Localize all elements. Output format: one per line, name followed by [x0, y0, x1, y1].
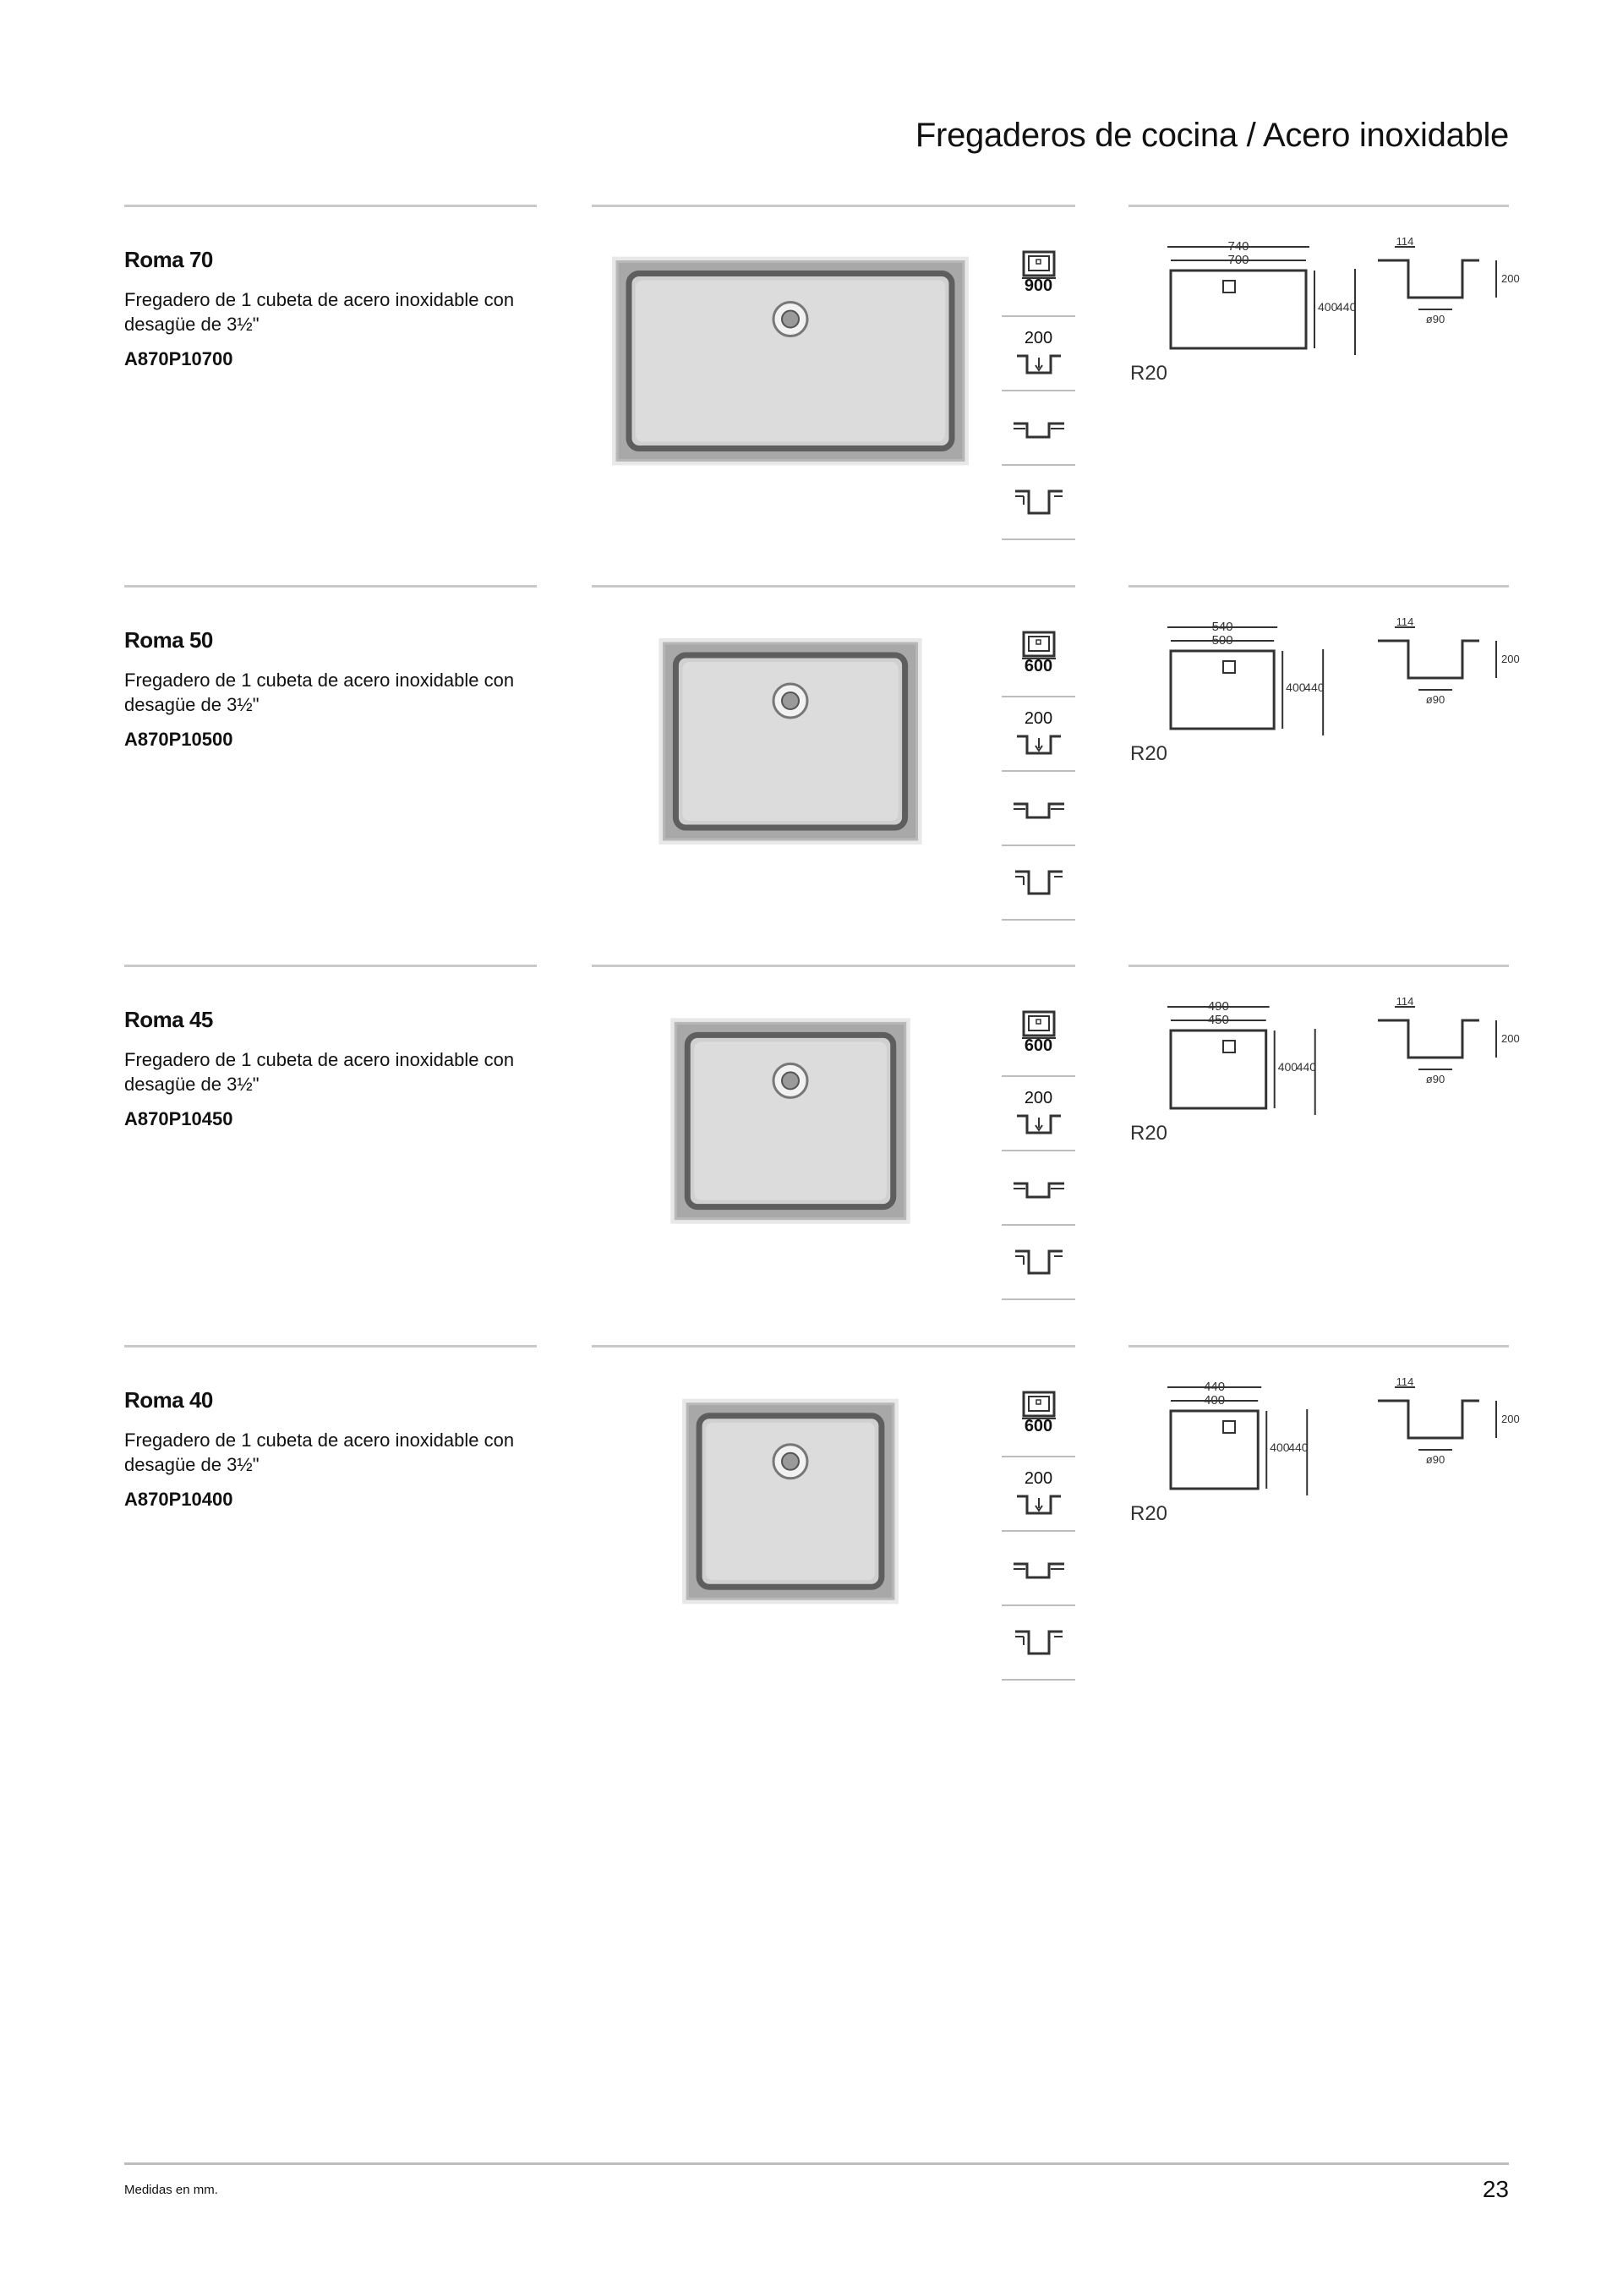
bowl-depth-icon	[1002, 1457, 1075, 1532]
undermount-icon	[1002, 1532, 1075, 1606]
side-offset-label: 114	[1396, 235, 1414, 248]
bowl-depth-icon	[1002, 317, 1075, 391]
outer-width-label: 490	[1207, 999, 1229, 1014]
flush-mount-icon	[1002, 1606, 1075, 1681]
sink-photo	[592, 981, 981, 1269]
cabinet-width-icon	[1002, 1383, 1075, 1457]
radius-label: R20	[1130, 362, 1168, 385]
inner-width-label: 450	[1207, 1013, 1229, 1027]
plan-outline	[1171, 1411, 1258, 1489]
product-name: Roma 40	[124, 1387, 213, 1413]
plan-outline	[1171, 271, 1306, 348]
inner-width-label: 500	[1211, 633, 1233, 648]
inner-depth-label: 400	[1270, 1440, 1290, 1454]
product-row	[0, 205, 1623, 585]
section-outline	[1378, 1401, 1479, 1438]
outer-width-label: 440	[1204, 1380, 1226, 1394]
drain-diameter-label: ø90	[1425, 1073, 1445, 1085]
page-number: 23	[1482, 2176, 1509, 2202]
divider	[592, 1345, 1075, 1348]
outer-width-label: 740	[1227, 239, 1249, 254]
drain-inner	[782, 1453, 799, 1470]
product-row	[0, 965, 1623, 1345]
undermount-icon	[1002, 1151, 1075, 1226]
install-icons	[1002, 623, 1075, 927]
sink-photo	[592, 602, 981, 889]
product-name: Roma 45	[124, 1007, 213, 1032]
product-description: Fregadero de 1 cubeta de acero inoxidable con desagüe de 3½"	[124, 670, 515, 715]
product-description: Fregadero de 1 cubeta de acero inoxidable con desagüe de 3½"	[124, 1430, 515, 1475]
section-dimension-drawing	[1369, 995, 1520, 1091]
sink-photo	[592, 221, 981, 509]
divider	[124, 205, 537, 207]
bowl-depth-icon	[1002, 1077, 1075, 1151]
side-height-label: 200	[1501, 1032, 1520, 1045]
bowl-depth-label: 200	[1024, 1089, 1053, 1107]
page-title: Fregaderos de cocina / Acero inoxidable	[915, 117, 1509, 154]
side-height-label: 200	[1501, 272, 1520, 285]
drain-diameter-label: ø90	[1425, 1453, 1445, 1466]
section-dimension-drawing	[1369, 1375, 1520, 1472]
drain-inner	[782, 692, 799, 709]
divider	[124, 585, 537, 588]
product-row	[0, 1345, 1623, 1725]
side-height-label: 200	[1501, 1413, 1520, 1425]
product-description: Fregadero de 1 cubeta de acero inoxidable con desagüe de 3½"	[124, 289, 515, 335]
divider	[124, 1345, 537, 1348]
inner-depth-label: 400	[1277, 1060, 1298, 1074]
product-name: Roma 50	[124, 627, 213, 653]
bowl-depth-label: 200	[1024, 1469, 1053, 1488]
flush-mount-icon	[1002, 846, 1075, 921]
outer-depth-label: 440	[1296, 1060, 1317, 1074]
plan-outline	[1171, 1030, 1266, 1108]
section-dimension-drawing	[1369, 615, 1520, 712]
cabinet-width-icon	[1002, 1003, 1075, 1077]
bowl-depth-label: 200	[1024, 709, 1053, 728]
section-dimension-drawing	[1369, 235, 1520, 331]
bowl-depth-icon	[1002, 697, 1075, 772]
cabinet-width-label: 900	[1024, 276, 1053, 295]
product-code: A870P10500	[124, 729, 233, 750]
plan-dimension-drawing	[1128, 1379, 1365, 1522]
cabinet-width-label: 600	[1024, 657, 1053, 675]
cabinet-width-label: 600	[1024, 1417, 1053, 1435]
divider	[592, 585, 1075, 588]
sink-photo	[592, 1362, 981, 1649]
undermount-icon	[1002, 772, 1075, 846]
outer-depth-label: 440	[1336, 300, 1357, 314]
side-offset-label: 114	[1396, 995, 1414, 1008]
inner-depth-label: 400	[1318, 300, 1338, 314]
footer-note: Medidas en mm.	[124, 2183, 218, 2197]
divider	[592, 205, 1075, 207]
drain-diameter-label: ø90	[1425, 693, 1445, 706]
cabinet-width-icon	[1002, 623, 1075, 697]
outer-depth-label: 440	[1304, 681, 1325, 694]
divider	[124, 965, 537, 967]
side-offset-label: 114	[1396, 1375, 1414, 1388]
section-outline	[1378, 641, 1479, 678]
radius-label: R20	[1130, 742, 1168, 765]
product-description: Fregadero de 1 cubeta de acero inoxidable con desagüe de 3½"	[124, 1049, 515, 1095]
product-code: A870P10700	[124, 348, 233, 369]
flush-mount-icon	[1002, 466, 1075, 540]
flush-mount-icon	[1002, 1226, 1075, 1300]
inner-width-label: 700	[1227, 253, 1249, 267]
undermount-icon	[1002, 391, 1075, 466]
bowl-depth-label: 200	[1024, 329, 1053, 347]
drain-diameter-label: ø90	[1425, 313, 1445, 325]
product-code: A870P10450	[124, 1108, 233, 1129]
install-icons	[1002, 1003, 1075, 1307]
install-icons	[1002, 243, 1075, 547]
radius-label: R20	[1130, 1502, 1168, 1525]
footer-divider	[124, 2162, 1509, 2165]
divider	[1128, 585, 1509, 588]
outer-width-label: 540	[1211, 620, 1233, 634]
section-outline	[1378, 1020, 1479, 1058]
product-row	[0, 585, 1623, 965]
divider	[1128, 1345, 1509, 1348]
product-code: A870P10400	[124, 1489, 233, 1510]
plan-dimension-drawing	[1128, 619, 1365, 763]
install-icons	[1002, 1383, 1075, 1687]
inner-width-label: 400	[1204, 1393, 1226, 1408]
outer-depth-label: 440	[1288, 1440, 1309, 1454]
section-outline	[1378, 260, 1479, 298]
plan-dimension-drawing	[1128, 238, 1365, 382]
product-name: Roma 70	[124, 247, 213, 272]
divider	[592, 965, 1075, 967]
plan-dimension-drawing	[1128, 998, 1365, 1142]
divider	[1128, 965, 1509, 967]
drain-inner	[782, 1072, 799, 1089]
side-height-label: 200	[1501, 653, 1520, 665]
drain-inner	[782, 311, 799, 328]
cabinet-width-icon	[1002, 243, 1075, 317]
side-offset-label: 114	[1396, 615, 1414, 628]
divider	[1128, 205, 1509, 207]
radius-label: R20	[1130, 1122, 1168, 1145]
inner-depth-label: 400	[1286, 681, 1306, 694]
cabinet-width-label: 600	[1024, 1036, 1053, 1055]
